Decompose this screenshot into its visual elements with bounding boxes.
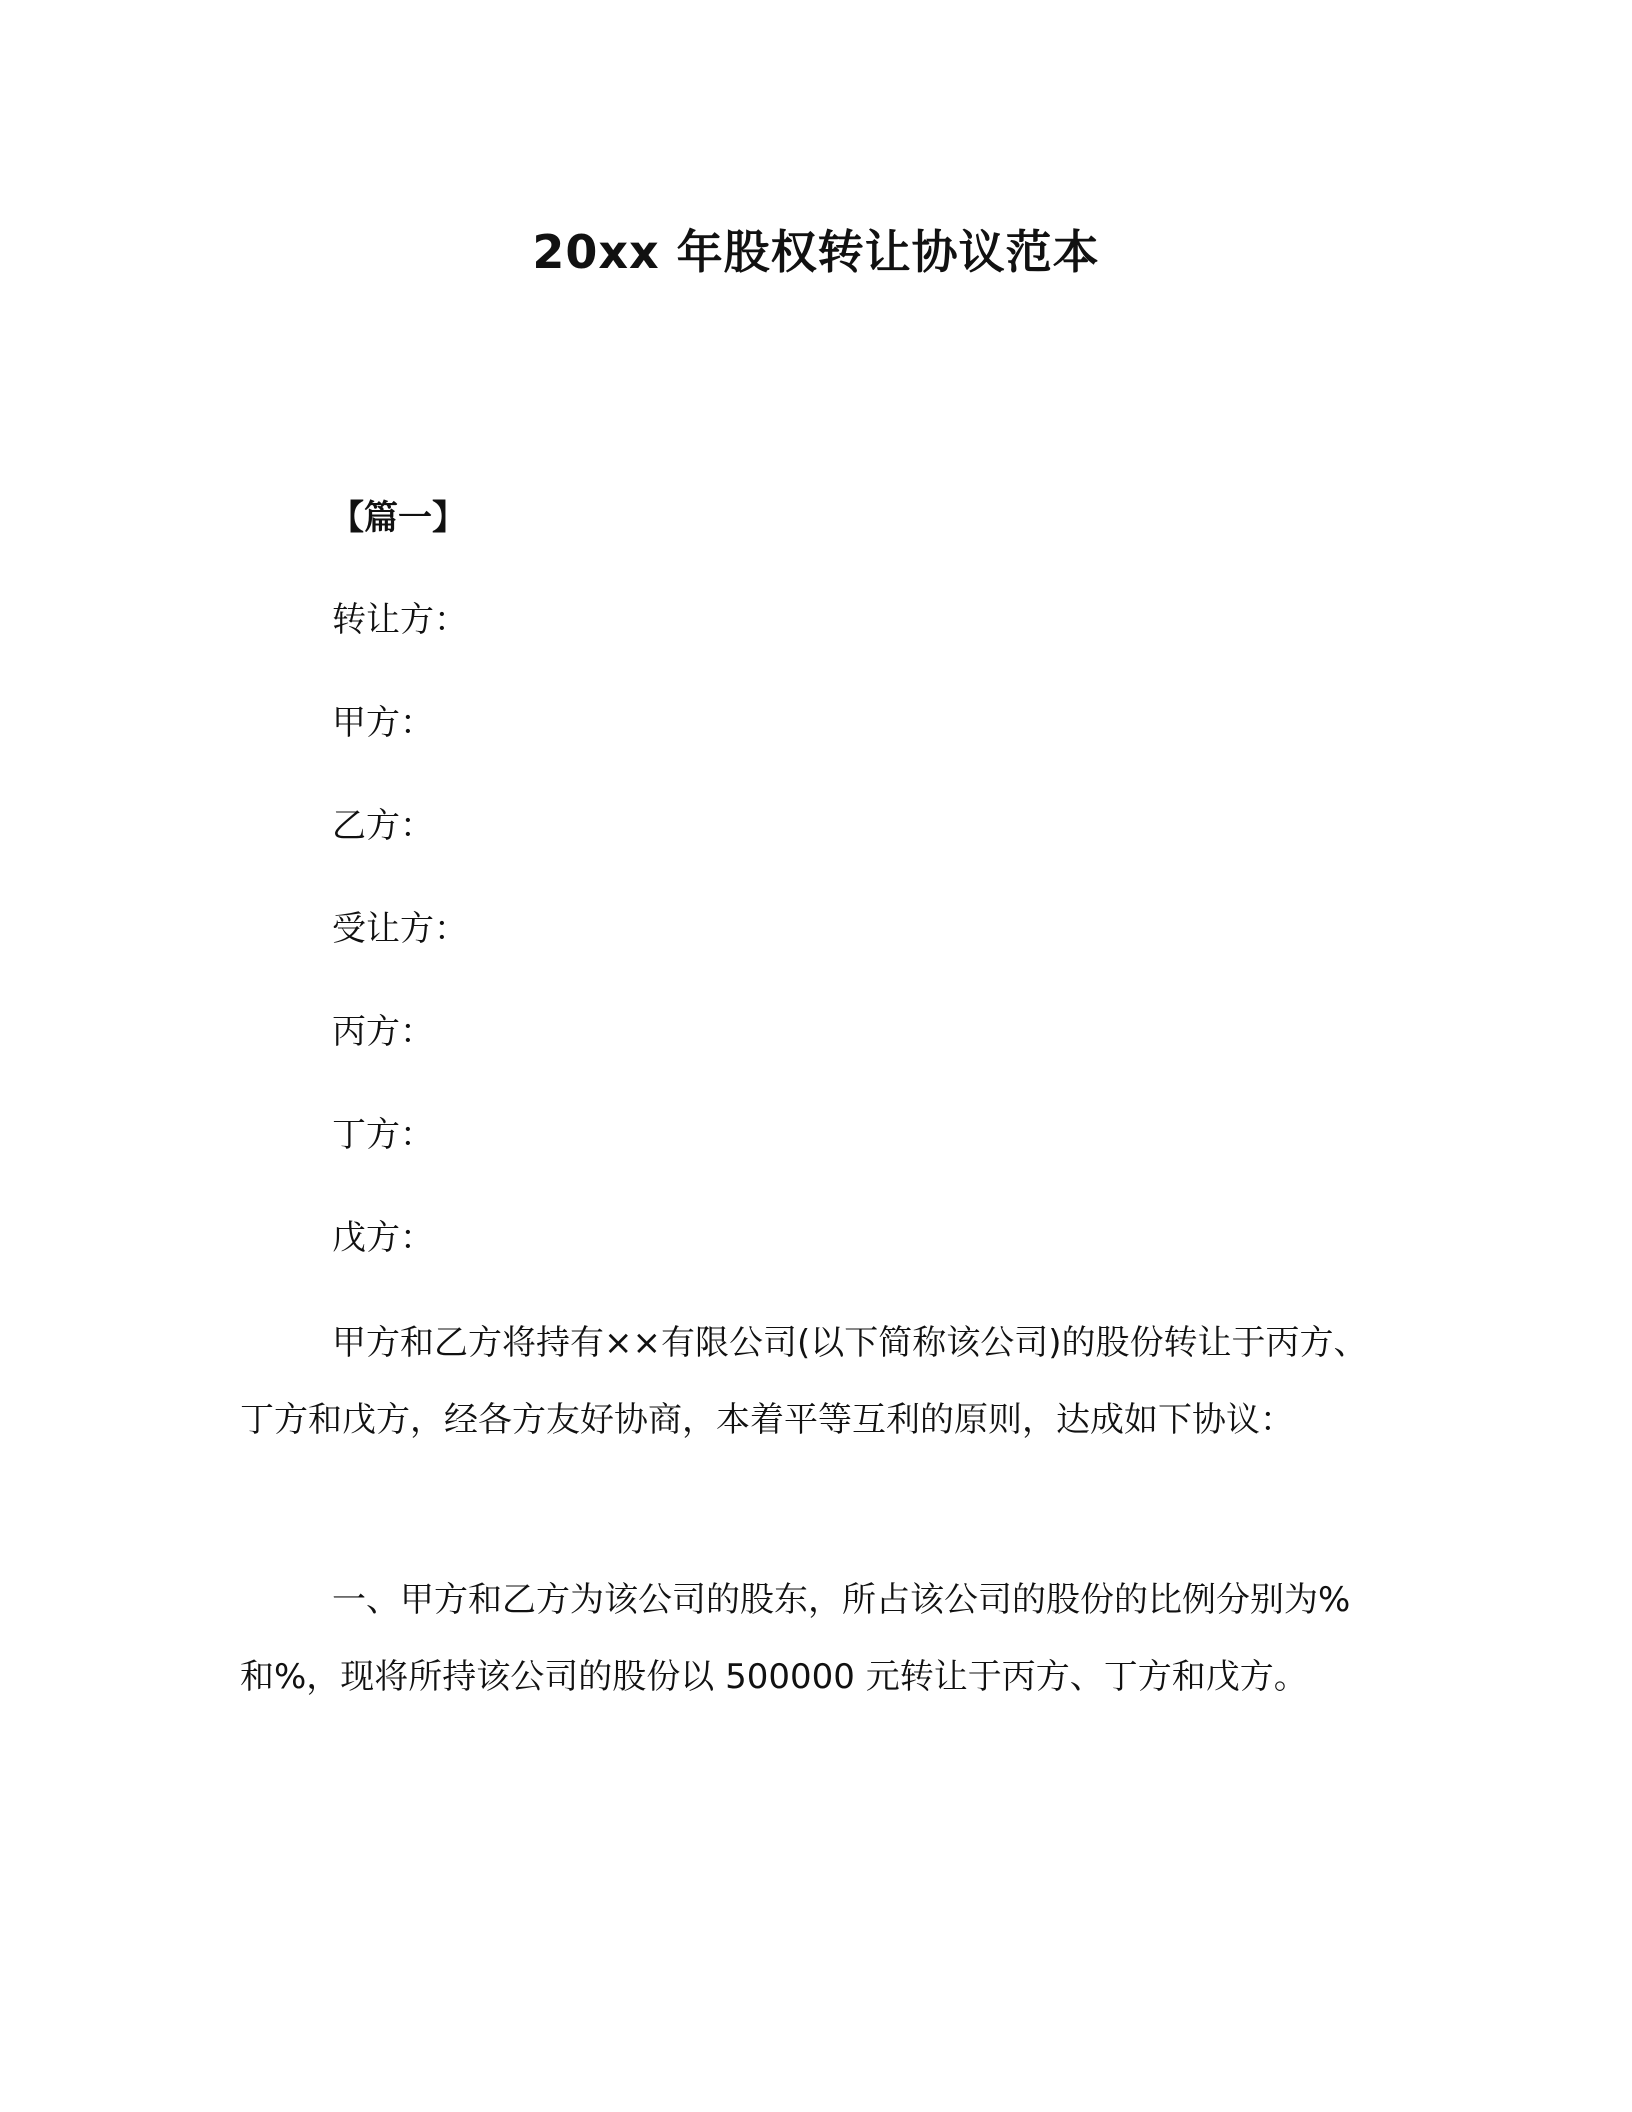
intro-paragraph-text: 甲方和乙方将持有××有限公司(以下简称该公司)的股份转让于丙方、丁方和戊方，经各方友好协商，本着平等互利的原则，达成如下协议： (240, 1323, 1368, 1440)
party-d-label: 丁方： (332, 1115, 434, 1155)
party-b-label: 乙方： (332, 806, 434, 846)
party-a-label: 甲方： (332, 703, 434, 743)
intro-paragraph (240, 1305, 1390, 1459)
section-heading: 【篇一】 (330, 498, 466, 538)
document-title: 20xx 年股权转让协议范本 (532, 225, 1100, 279)
clause-one-paragraph (240, 1562, 1390, 1716)
transferor-label: 转让方： (332, 600, 468, 640)
transferee-label: 受让方： (332, 909, 468, 949)
party-c-label: 丙方： (332, 1012, 434, 1052)
party-e-label: 戊方： (332, 1218, 434, 1258)
clause-one-text: 一、甲方和乙方为该公司的股东，所占该公司的股份的比例分别为%和%，现将所持该公司的股份以 500000 元转让于丙方、丁方和戊方。 (240, 1580, 1351, 1697)
